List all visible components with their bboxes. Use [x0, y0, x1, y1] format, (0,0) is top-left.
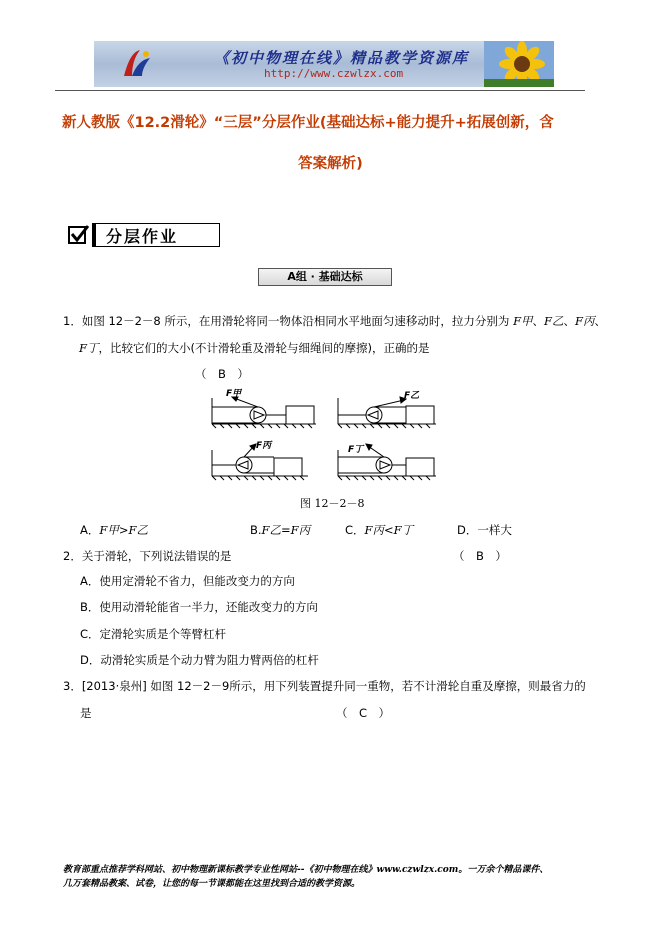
q1-option-a: A．F甲>F乙 [80, 523, 148, 537]
header-rule [55, 90, 585, 91]
q3-answer: （ C ） [336, 706, 391, 720]
site-logo-icon [118, 46, 154, 82]
header-banner [94, 41, 554, 87]
banner-url[interactable]: http://www.czwlzx.com [264, 67, 404, 80]
q1-option-d: D．一样大 [457, 523, 512, 537]
q1-text-a: 如图 12－2－8 所示，在用滑轮将同一物体沿相同水平地面匀速移动时，拉力分别为 [81, 314, 514, 328]
page-footer [63, 863, 603, 891]
fig-label-3: F丙 [256, 441, 272, 451]
q1-number: 1． [63, 314, 82, 328]
sunflower-icon [484, 41, 554, 87]
q1-text-b: ，比较它们的大小(不计滑轮重及滑轮与细绳间的摩擦)，正确的是 [98, 341, 430, 355]
banner-title: 《初中物理在线》精品教学资源库 [214, 49, 470, 67]
fig-label-4: F丁 [348, 445, 364, 455]
checkbox-icon [68, 226, 86, 244]
footer-line-1: 教育部重点推荐学科网站、初中物理新课标教学专业性网站--《初中物理在线》www.czwlzx.com。一万余个精品课件、 [63, 865, 549, 875]
section-heading [68, 222, 220, 248]
q3-stem-2: 是 [80, 706, 92, 720]
q2-option-a: A．使用定滑轮不省力，但能改变力的方向 [80, 574, 295, 588]
doc-title-line2: 答案解析) [298, 156, 363, 172]
q2-option-b: B．使用动滑轮能省一半力，还能改变力的方向 [80, 600, 318, 614]
q2-option-d: D．动滑轮实质是个动力臂为阻力臂两倍的杠杆 [80, 653, 319, 667]
q3-stem: 3．[2013·泉州] 如图 12－2－9所示，用下列装置提升同一重物，若不计滑轮自重及摩擦，则最省力的 [63, 679, 586, 693]
q2-option-c: C．定滑轮实质是个等臂杠杆 [80, 627, 227, 641]
q1-force-3: F丙 [575, 314, 595, 328]
q2-answer: （ B ） [453, 549, 507, 563]
footer-line-2: 几万套精品教案、试卷，让您的每一节课都能在这里找到合适的教学资源。 [63, 879, 361, 889]
q1-force-2: F乙 [544, 314, 564, 328]
q2-stem: 2．关于滑轮，下列说法错误的是 [63, 549, 232, 563]
q1-force-4: F丁 [79, 341, 99, 355]
fig-label-1: F甲 [226, 389, 242, 399]
q1-option-b: B.F乙=F丙 [250, 523, 311, 537]
q1-option-c: C．F丙<F丁 [345, 523, 414, 537]
q1-answer: （ B ） [195, 367, 249, 381]
fig-label-2: F乙 [404, 391, 420, 401]
group-label: A组 · 基础达标 [258, 268, 392, 286]
doc-title-line1: 新人教版《12.2滑轮》“三层”分层作业(基础达标+能力提升+拓展创新，含 [62, 115, 554, 131]
q1-line1: 1．如图 12－2－8 所示，在用滑轮将同一物体沿相同水平地面匀速移动时，拉力分别为 F甲、F乙、F丙、 [63, 314, 607, 328]
section-title: 分层作业 [92, 223, 220, 247]
pulley-figure [208, 384, 438, 484]
figure-caption: 图 12－2－8 [300, 497, 365, 510]
q1-line2 [79, 340, 429, 356]
q1-force-1: F甲 [513, 314, 533, 328]
